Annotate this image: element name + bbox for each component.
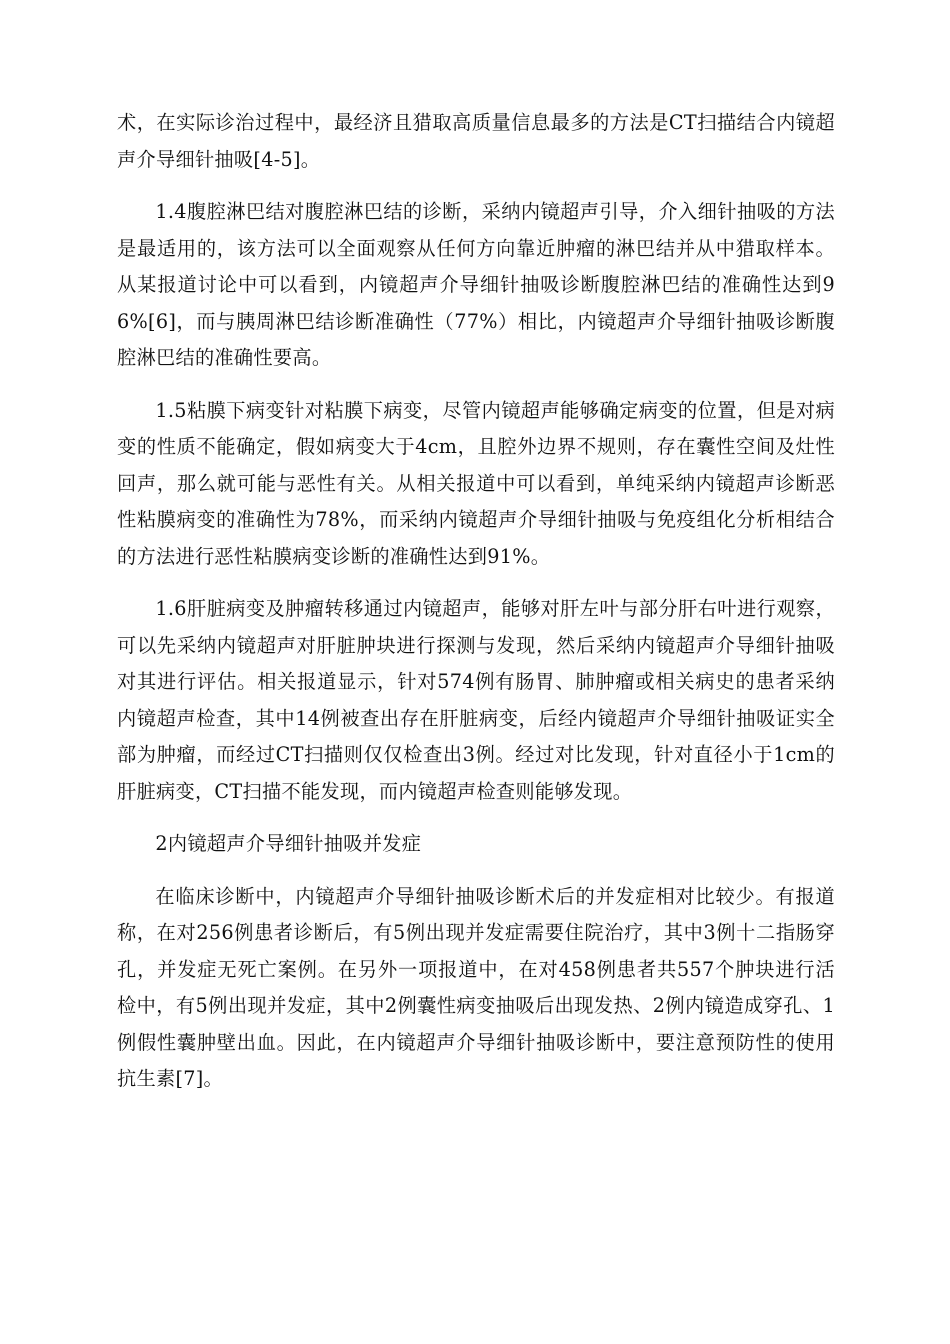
paragraph-complications: 在临床诊断中，内镜超声介导细针抽吸诊断术后的并发症相对比较少。有报道称，在对256例患者诊断后，有5例出现并发症需要住院治疗，其中3例十二指肠穿孔，并发症无死亡案例。在另外一项报道中，在对458例患者共557个肿块进行活检中，有5例出现并发症，其中2例囊性病变抽吸后出现发热、2例内镜造成穿孔、1例假性囊肿壁出血。因此，在内镜超声介导细针抽吸诊断中，要注意预防性的使用抗生素[7]。	[117, 884, 835, 1090]
paragraph-continuation: 术，在实际诊治过程中，最经济且猎取高质量信息最多的方法是CT扫描结合内镜超声介导细针抽吸[4-5]。	[117, 111, 835, 171]
paragraph-abdominal-lymph-nodes: 1.4腹腔淋巴结对腹腔淋巴结的诊断，采纳内镜超声引导，介入细针抽吸的方法是最适用的，该方法可以全面观察从任何方向靠近肿瘤的淋巴结并从中猎取样本。从某报道讨论中可以看到，内镜超声介导细针抽吸诊断腹腔淋巴结的准确性达到96%[6]，而与胰周淋巴结诊断准确性（77%）相比，内镜超声介导细针抽吸诊断腹腔淋巴结的准确性要高。	[117, 200, 835, 369]
paragraph-submucosal-lesions: 1.5粘膜下病变针对粘膜下病变，尽管内镜超声能够确定病变的位置，但是对病变的性质不能确定，假如病变大于4cm，且腔外边界不规则，存在囊性空间及灶性回声，那么就可能与恶性有关。从相关报道中可以看到，单纯采纳内镜超声诊断恶性粘膜病变的准确性为78%，而采纳内镜超声介导细针抽吸与免疫组化分析相结合的方法进行恶性粘膜病变诊断的准确性达到91%。	[117, 398, 835, 568]
section-heading-complications: 2内镜超声介导细针抽吸并发症	[155, 832, 422, 855]
paragraph-liver-lesions: 1.6肝脏病变及肿瘤转移通过内镜超声，能够对肝左叶与部分肝右叶进行观察，可以先采纳内镜超声对肝脏肿块进行探测与发现，然后采纳内镜超声介导细针抽吸对其进行评估。相关报道显示，针对574例有肠胃、肺肿瘤或相关病史的患者采纳内镜超声检查，其中14例被查出存在肝脏病变，后经内镜超声介导细针抽吸证实全部为肿瘤，而经过CT扫描则仅仅检查出3例。经过对比发现，针对直径小于1cm的肝脏病变，CT扫描不能发现，而内镜超声检查则能够发现。	[117, 597, 835, 803]
document-page	[117, 105, 835, 1114]
